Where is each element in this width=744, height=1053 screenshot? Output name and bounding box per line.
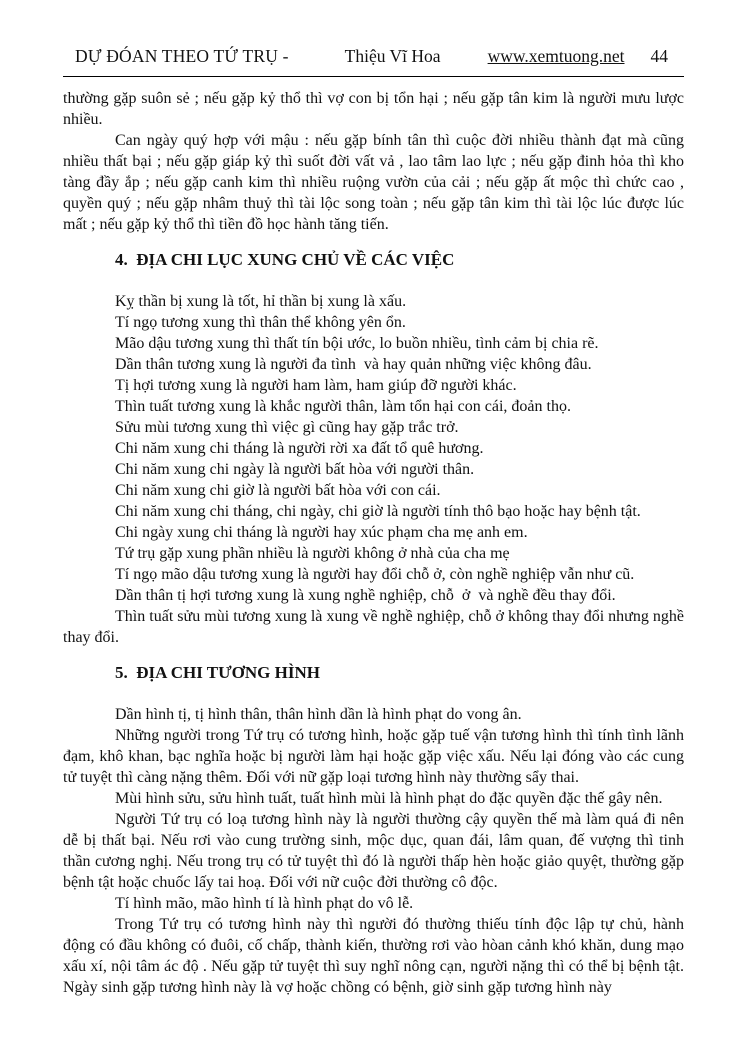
- paragraph: Chi năm xung chi ngày là người bất hòa với người thân.: [115, 461, 475, 478]
- section-heading: 4. ĐỊA CHI LỤC XUNG CHỦ VỀ CÁC VIỆC: [115, 250, 455, 269]
- paragraph: Mùi hình sửu, sửu hình tuất, tuất hình mùi là hình phạt do đặc quyền đặc thế gây nên.: [115, 790, 663, 807]
- paragraph: Sửu mùi tương xung thì việc gì cũng hay gặp trắc trở.: [115, 419, 459, 436]
- paragraph: Thìn tuất sửu mùi tương xung là xung về nghề nghiệp, chỗ ở không thay đổi nhưng nghề thay đổi.: [63, 608, 688, 646]
- paragraph: Thìn tuất tương xung là khắc người thân, làm tổn hại con cái, đoản thọ.: [115, 398, 571, 415]
- page-number: 44: [650, 46, 668, 66]
- paragraph: Trong Tứ trụ có tương hình này thì người đó thường thiếu tính độc lập tự chủ, hành động có đầu không có đuôi, cố chấp, thành kiến, thường rơi vào hòan cảnh khó khăn, dung mạo xấu xí, nội tâm ác độ . Nếu gặp tử tuyệt thì suy nghĩ nông cạn, người nặng thì có thể bị bệnh tật. Ngày sinh gặp tương hình này là vợ hoặc chồng có bệnh, giờ sinh gặp tương hình này: [63, 916, 688, 996]
- paragraph: Kỵ thần bị xung là tốt, hỉ thần bị xung là xấu.: [115, 293, 407, 310]
- paragraph: thường gặp suôn sẻ ; nếu gặp kỷ thổ thì vợ con bị tổn hại ; nếu gặp tân kim là người mưu lược nhiều.: [63, 90, 688, 128]
- section-heading: 5. ĐỊA CHI TƯƠNG HÌNH: [115, 663, 320, 682]
- paragraph: Những người trong Tứ trụ có tương hình, hoặc gặp tuế vận tương hình thì tính tình lãnh đạm, khô khan, bạc nghĩa hoặc bị người làm hại hoặc gặp việc xấu. Nếu lại đóng vào các cung tử tuyệt thì càng nặng thêm. Đối với nữ gặp loại tương hình này thường sẩy thai.: [63, 727, 688, 786]
- paragraph: Tị hợi tương xung là người ham làm, ham giúp đỡ người khác.: [115, 377, 517, 394]
- paragraph: Tí hình mão, mão hình tí là hình phạt do vô lễ.: [115, 895, 414, 912]
- paragraph: Tí ngọ mão dậu tương xung là người hay đổi chỗ ở, còn nghề nghiệp vẫn như cũ.: [115, 566, 635, 583]
- book-title: DỰ ĐÓAN THEO TỨ TRỤ -: [75, 46, 289, 66]
- paragraph: Can ngày quý hợp với mậu : nếu gặp bính tân thì cuộc đời nhiều thành đạt mà cũng nhiều thất bại ; nếu gặp giáp kỷ thì suốt đời vất vả , lao tâm lao lực ; nếu gặp đinh hỏa thì kho tàng đầy ắp ; nếu gặp canh kim thì nhiều ruộng vườn của cải ; nếu gặp ất mộc thì chức cao , quyền quý ; nếu gặp nhâm thuỷ thì tài lộc song toàn ; nếu gặp tân kim thì tài lộc lúc được lúc mất ; nếu gặp kỷ thổ thì tiền đồ học hành tăng tiến.: [63, 132, 688, 233]
- page-header: [63, 46, 684, 67]
- header-rule: [63, 76, 684, 77]
- paragraph: Người Tứ trụ có loạ tương hình này là người thường cậy quyền thế mà làm quá đi nên dễ bị thất bại. Nếu rơi vào cung trường sinh, mộc dục, quan đái, lâm quan, đế vượng thì tinh thần cương nghị. Nếu trong trụ có tử tuyệt thì đó là người thấp hèn hoặc giảo quyệt, thường gặp bệnh tật hoặc chuốc lấy tai hoạ. Đối với nữ cuộc đời thường cô độc.: [63, 811, 688, 891]
- paragraph: Chi năm xung chi tháng, chi ngày, chi giờ là người tính thô bạo hoặc hay bệnh tật.: [115, 503, 641, 520]
- author-name: Thiệu Vĩ Hoa: [344, 46, 441, 66]
- paragraph: Chi năm xung chi tháng là người rời xa đất tổ quê hương.: [115, 440, 484, 457]
- paragraph: Dần thân tương xung là người đa tình và hay quản những việc không đâu.: [115, 356, 592, 373]
- website-link[interactable]: www.xemtuong.net: [487, 46, 625, 66]
- paragraph: Dần hình tị, tị hình thân, thân hình dần là hình phạt do vong ân.: [115, 706, 522, 723]
- paragraph: Mão dậu tương xung thì thất tín bội ước, lo buồn nhiều, tình cảm bị chia rẽ.: [115, 335, 599, 352]
- paragraph: Dần thân tị hợi tương xung là xung nghề nghiệp, chỗ ở và nghề đều thay đổi.: [115, 587, 616, 604]
- paragraph: Tí ngọ tương xung thì thân thể không yên ổn.: [115, 314, 406, 331]
- paragraph: Chi năm xung chi giờ là người bất hòa với con cái.: [115, 482, 441, 499]
- paragraph: Chi ngày xung chi tháng là người hay xúc phạm cha mẹ anh em.: [115, 524, 528, 541]
- paragraph: Tứ trụ gặp xung phần nhiều là người không ở nhà của cha mẹ: [115, 545, 510, 562]
- page-body: [63, 88, 688, 998]
